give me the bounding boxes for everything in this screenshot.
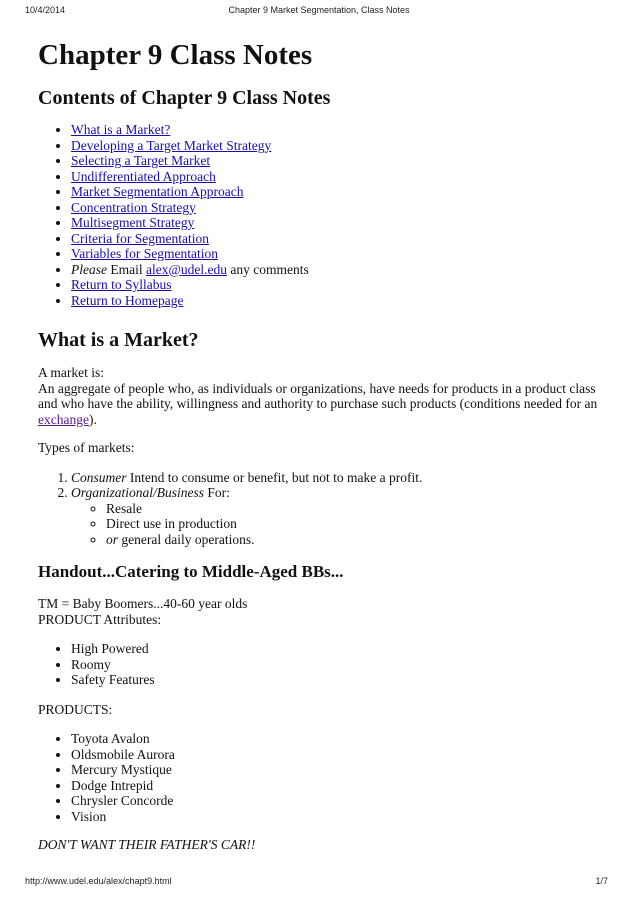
list-item: • Safety Features <box>71 672 608 688</box>
consumer-desc: Intend to consume or benefit, but not to make a profit. <box>126 469 423 485</box>
list-item: • Mercury Mystique <box>71 762 608 778</box>
email-link[interactable]: alex@udel.edu <box>146 261 228 277</box>
attributes-label: PRODUCT Attributes: <box>38 611 162 627</box>
homepage-link[interactable]: Return to Homepage <box>71 292 184 308</box>
contents-link[interactable]: Developing a Target Market Strategy <box>71 137 272 153</box>
print-title: Chapter 9 Market Segmentation, Class Notes <box>228 5 410 15</box>
contents-link[interactable]: Criteria for Segmentation <box>71 230 209 246</box>
market-heading: What is a Market? <box>38 329 199 351</box>
handout-heading: Handout...Catering to Middle-Aged BBs... <box>38 562 344 581</box>
org-term: Organizational/Business <box>71 485 205 500</box>
list-item <box>106 532 608 548</box>
products-list <box>38 731 608 824</box>
list-item <box>71 231 608 247</box>
org-last: general daily operations. <box>118 531 255 547</box>
tm-line: TM = Baby Boomers...40-60 year olds <box>38 596 248 611</box>
list-item <box>71 200 608 216</box>
org-sublist <box>71 501 608 548</box>
list-item <box>71 153 608 169</box>
list-item <box>71 485 608 547</box>
contents-link[interactable]: Concentration Strategy <box>71 199 196 215</box>
list-item <box>71 246 608 262</box>
list-item: • Toyota Avalon <box>71 731 608 747</box>
list-item <box>71 293 608 309</box>
contents-link[interactable]: Variables for Segmentation <box>71 246 218 261</box>
print-url: http://www.udel.edu/alex/chapt9.html <box>25 876 172 886</box>
contents-link[interactable]: Undifferentiated Approach <box>71 168 216 184</box>
contents-link[interactable]: Selecting a Target Market <box>71 153 211 168</box>
list-item: ◦ Resale <box>106 501 608 517</box>
market-intro: A market is: <box>38 365 104 380</box>
email-after: any comments <box>227 261 309 277</box>
definition-text: An aggregate of people who, as individuals or organizations, have needs for products in a product class and who have the ability, willingness and authority to purchase such products (conditions needed for an <box>38 380 598 411</box>
page-title: Chapter 9 Class Notes <box>38 39 313 71</box>
syllabus-link[interactable]: Return to Syllabus <box>71 277 172 292</box>
market-types-list <box>38 470 608 548</box>
list-item <box>71 215 608 231</box>
list-item: • Vision <box>71 809 608 825</box>
attributes-list <box>38 641 608 688</box>
definition-end: ). <box>88 411 97 427</box>
list-item: • High Powered <box>71 641 608 657</box>
list-item <box>71 470 608 486</box>
page-content <box>38 38 608 853</box>
products-label: PRODUCTS: <box>38 701 113 717</box>
print-footer <box>0 874 638 890</box>
list-item: • Roomy <box>71 657 608 673</box>
email-please: Please <box>71 261 107 277</box>
contents-heading: Contents of Chapter 9 Class Notes <box>38 87 331 109</box>
email-item <box>71 262 608 278</box>
list-item <box>71 277 608 293</box>
list-item: ◦ Direct use in production <box>106 516 608 532</box>
contents-link[interactable]: Market Segmentation Approach <box>71 184 244 199</box>
or-word: or <box>106 531 119 547</box>
consumer-term: Consumer <box>71 469 127 485</box>
contents-list <box>38 122 608 308</box>
exchange-link[interactable]: exchange <box>38 411 89 427</box>
list-item <box>71 138 608 154</box>
list-item <box>71 122 608 138</box>
print-page-number: 1/7 <box>595 876 608 886</box>
print-header <box>0 0 638 20</box>
email-text: Email <box>107 261 146 277</box>
list-item <box>71 184 608 200</box>
closing-line: DON'T WANT THEIR FATHER'S CAR!! <box>38 837 256 852</box>
print-date: 10/4/2014 <box>25 5 66 15</box>
contents-link[interactable]: What is a Market? <box>71 122 171 137</box>
market-definition <box>38 381 608 428</box>
types-label: Types of markets: <box>38 440 135 455</box>
org-desc: For: <box>204 485 230 500</box>
list-item: • Chrysler Concorde <box>71 793 608 809</box>
list-item: • Oldsmobile Aurora <box>71 747 608 763</box>
list-item <box>71 169 608 185</box>
contents-link[interactable]: Multisegment Strategy <box>71 215 195 230</box>
list-item: • Dodge Intrepid <box>71 778 608 794</box>
